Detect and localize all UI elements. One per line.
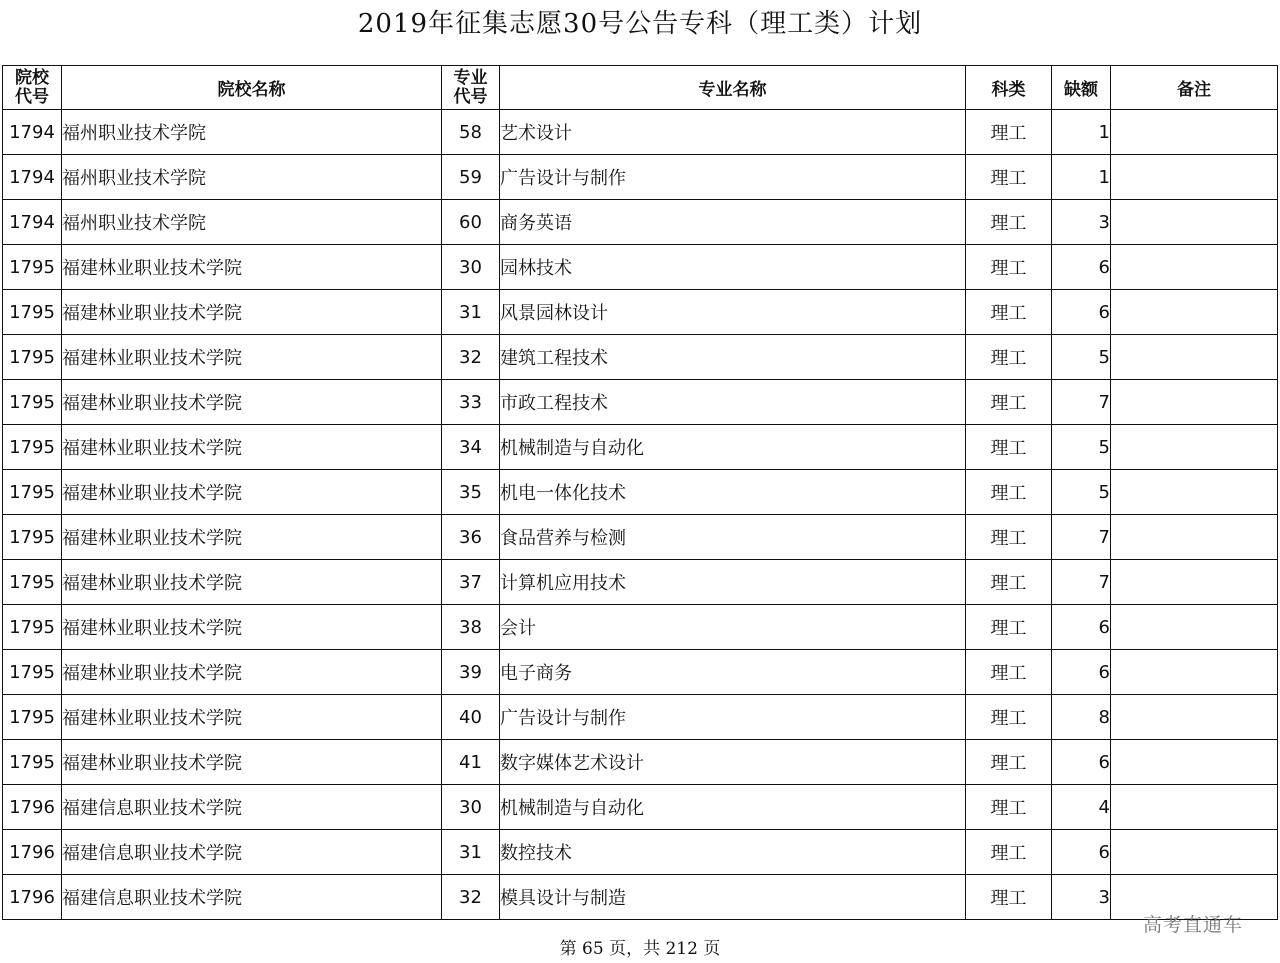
header-school-code-line2: 代号 <box>15 86 49 107</box>
school-code-cell: 1796 <box>3 875 62 920</box>
header-quota: 缺额 <box>1052 66 1111 110</box>
major-code-cell: 39 <box>442 650 500 695</box>
school-name-cell: 福建信息职业技术学院 <box>62 785 442 830</box>
category-cell: 理工 <box>966 695 1052 740</box>
school-name-cell: 福州职业技术学院 <box>62 155 442 200</box>
major-code-cell: 58 <box>442 110 500 155</box>
school-code-cell: 1795 <box>3 515 62 560</box>
quota-cell: 5 <box>1052 425 1111 470</box>
quota-cell: 1 <box>1052 155 1111 200</box>
school-code-cell: 1794 <box>3 200 62 245</box>
school-name-cell: 福建信息职业技术学院 <box>62 875 442 920</box>
note-cell <box>1111 335 1278 380</box>
note-cell <box>1111 380 1278 425</box>
table-row <box>3 425 1278 470</box>
school-code-cell: 1795 <box>3 740 62 785</box>
major-name-cell: 机电一体化技术 <box>500 470 966 515</box>
major-code-cell: 37 <box>442 560 500 605</box>
major-name-cell: 艺术设计 <box>500 110 966 155</box>
major-code-cell: 33 <box>442 380 500 425</box>
table-row <box>3 740 1278 785</box>
quota-cell: 7 <box>1052 560 1111 605</box>
major-code-cell: 36 <box>442 515 500 560</box>
major-name-cell: 广告设计与制作 <box>500 155 966 200</box>
major-name-cell: 计算机应用技术 <box>500 560 966 605</box>
major-code-cell: 35 <box>442 470 500 515</box>
note-cell <box>1111 245 1278 290</box>
major-name-cell: 建筑工程技术 <box>500 335 966 380</box>
note-cell <box>1111 470 1278 515</box>
page-footer: 第 65 页，共 212 页 <box>559 939 721 959</box>
category-cell: 理工 <box>966 830 1052 875</box>
category-cell: 理工 <box>966 155 1052 200</box>
major-name-cell: 机械制造与自动化 <box>500 425 966 470</box>
school-code-cell: 1795 <box>3 245 62 290</box>
major-code-cell: 32 <box>442 335 500 380</box>
page-title: 2019年征集志愿30号公告专科（理工类）计划 <box>357 9 923 39</box>
note-cell <box>1111 785 1278 830</box>
header-major-code-line2: 代号 <box>453 86 488 107</box>
table-row <box>3 785 1278 830</box>
quota-cell: 6 <box>1052 830 1111 875</box>
table-row <box>3 335 1278 380</box>
note-cell <box>1111 650 1278 695</box>
table-row <box>3 695 1278 740</box>
quota-cell: 7 <box>1052 515 1111 560</box>
quota-cell: 3 <box>1052 875 1111 920</box>
major-code-cell: 41 <box>442 740 500 785</box>
school-code-cell: 1794 <box>3 110 62 155</box>
table-row <box>3 200 1278 245</box>
school-name-cell: 福建林业职业技术学院 <box>62 380 442 425</box>
table-row <box>3 650 1278 695</box>
quota-cell: 5 <box>1052 335 1111 380</box>
school-code-cell: 1796 <box>3 830 62 875</box>
school-code-cell: 1794 <box>3 155 62 200</box>
category-cell: 理工 <box>966 245 1052 290</box>
header-major-code <box>442 66 500 110</box>
table-row <box>3 605 1278 650</box>
major-name-cell: 风景园林设计 <box>500 290 966 335</box>
quota-cell: 3 <box>1052 200 1111 245</box>
school-name-cell: 福建林业职业技术学院 <box>62 515 442 560</box>
school-name-cell: 福建林业职业技术学院 <box>62 425 442 470</box>
note-cell <box>1111 155 1278 200</box>
note-cell <box>1111 200 1278 245</box>
school-name-cell: 福建信息职业技术学院 <box>62 830 442 875</box>
header-school-code <box>3 66 62 110</box>
school-code-cell: 1795 <box>3 335 62 380</box>
school-code-cell: 1796 <box>3 785 62 830</box>
major-code-cell: 60 <box>442 200 500 245</box>
major-code-cell: 32 <box>442 875 500 920</box>
table-row <box>3 155 1278 200</box>
header-note: 备注 <box>1111 66 1278 110</box>
school-name-cell: 福建林业职业技术学院 <box>62 290 442 335</box>
note-cell <box>1111 515 1278 560</box>
category-cell: 理工 <box>966 740 1052 785</box>
school-code-cell: 1795 <box>3 425 62 470</box>
major-name-cell: 市政工程技术 <box>500 380 966 425</box>
major-code-cell: 34 <box>442 425 500 470</box>
note-cell <box>1111 695 1278 740</box>
major-name-cell: 会计 <box>500 605 966 650</box>
school-name-cell: 福州职业技术学院 <box>62 200 442 245</box>
note-cell <box>1111 830 1278 875</box>
major-code-cell: 31 <box>442 290 500 335</box>
category-cell: 理工 <box>966 650 1052 695</box>
major-name-cell: 商务英语 <box>500 200 966 245</box>
note-cell <box>1111 290 1278 335</box>
school-code-cell: 1795 <box>3 650 62 695</box>
major-name-cell: 机械制造与自动化 <box>500 785 966 830</box>
quota-cell: 5 <box>1052 470 1111 515</box>
quota-cell: 6 <box>1052 245 1111 290</box>
school-code-cell: 1795 <box>3 290 62 335</box>
category-cell: 理工 <box>966 290 1052 335</box>
major-code-cell: 38 <box>442 605 500 650</box>
quota-cell: 6 <box>1052 740 1111 785</box>
quota-cell: 6 <box>1052 605 1111 650</box>
header-major-name: 专业名称 <box>500 66 966 110</box>
school-code-cell: 1795 <box>3 560 62 605</box>
table-row <box>3 470 1278 515</box>
major-name-cell: 广告设计与制作 <box>500 695 966 740</box>
quota-cell: 6 <box>1052 650 1111 695</box>
note-cell <box>1111 110 1278 155</box>
table-header-row <box>3 66 1278 110</box>
quota-cell: 4 <box>1052 785 1111 830</box>
school-name-cell: 福建林业职业技术学院 <box>62 335 442 380</box>
note-cell <box>1111 740 1278 785</box>
quota-cell: 6 <box>1052 290 1111 335</box>
enrollment-plan-table <box>2 65 1278 920</box>
table-row <box>3 560 1278 605</box>
header-school-code-line1: 院校 <box>15 67 49 88</box>
table-row <box>3 245 1278 290</box>
header-school-name: 院校名称 <box>62 66 442 110</box>
note-cell <box>1111 605 1278 650</box>
category-cell: 理工 <box>966 200 1052 245</box>
major-name-cell: 数控技术 <box>500 830 966 875</box>
school-code-cell: 1795 <box>3 605 62 650</box>
table-row <box>3 110 1278 155</box>
category-cell: 理工 <box>966 425 1052 470</box>
major-name-cell: 电子商务 <box>500 650 966 695</box>
category-cell: 理工 <box>966 380 1052 425</box>
header-category: 科类 <box>966 66 1052 110</box>
category-cell: 理工 <box>966 515 1052 560</box>
school-name-cell: 福建林业职业技术学院 <box>62 650 442 695</box>
major-name-cell: 模具设计与制造 <box>500 875 966 920</box>
note-cell <box>1111 560 1278 605</box>
school-name-cell: 福建林业职业技术学院 <box>62 695 442 740</box>
school-name-cell: 福建林业职业技术学院 <box>62 470 442 515</box>
table-row <box>3 380 1278 425</box>
table-row <box>3 290 1278 335</box>
header-major-code-line1: 专业 <box>453 67 488 88</box>
table-row <box>3 830 1278 875</box>
school-name-cell: 福建林业职业技术学院 <box>62 560 442 605</box>
quota-cell: 1 <box>1052 110 1111 155</box>
quota-cell: 8 <box>1052 695 1111 740</box>
table-body <box>3 110 1278 920</box>
category-cell: 理工 <box>966 335 1052 380</box>
category-cell: 理工 <box>966 785 1052 830</box>
school-name-cell: 福建林业职业技术学院 <box>62 245 442 290</box>
school-name-cell: 福州职业技术学院 <box>62 110 442 155</box>
school-code-cell: 1795 <box>3 380 62 425</box>
table-row <box>3 515 1278 560</box>
category-cell: 理工 <box>966 560 1052 605</box>
category-cell: 理工 <box>966 110 1052 155</box>
major-name-cell: 数字媒体艺术设计 <box>500 740 966 785</box>
school-name-cell: 福建林业职业技术学院 <box>62 605 442 650</box>
major-code-cell: 31 <box>442 830 500 875</box>
note-cell <box>1111 425 1278 470</box>
school-name-cell: 福建林业职业技术学院 <box>62 740 442 785</box>
school-code-cell: 1795 <box>3 695 62 740</box>
table-row <box>3 875 1278 920</box>
major-name-cell: 食品营养与检测 <box>500 515 966 560</box>
category-cell: 理工 <box>966 470 1052 515</box>
category-cell: 理工 <box>966 875 1052 920</box>
watermark-text: 高考直通车 <box>1143 914 1244 936</box>
major-code-cell: 30 <box>442 245 500 290</box>
school-code-cell: 1795 <box>3 470 62 515</box>
major-name-cell: 园林技术 <box>500 245 966 290</box>
major-code-cell: 40 <box>442 695 500 740</box>
quota-cell: 7 <box>1052 380 1111 425</box>
major-code-cell: 30 <box>442 785 500 830</box>
category-cell: 理工 <box>966 605 1052 650</box>
major-code-cell: 59 <box>442 155 500 200</box>
